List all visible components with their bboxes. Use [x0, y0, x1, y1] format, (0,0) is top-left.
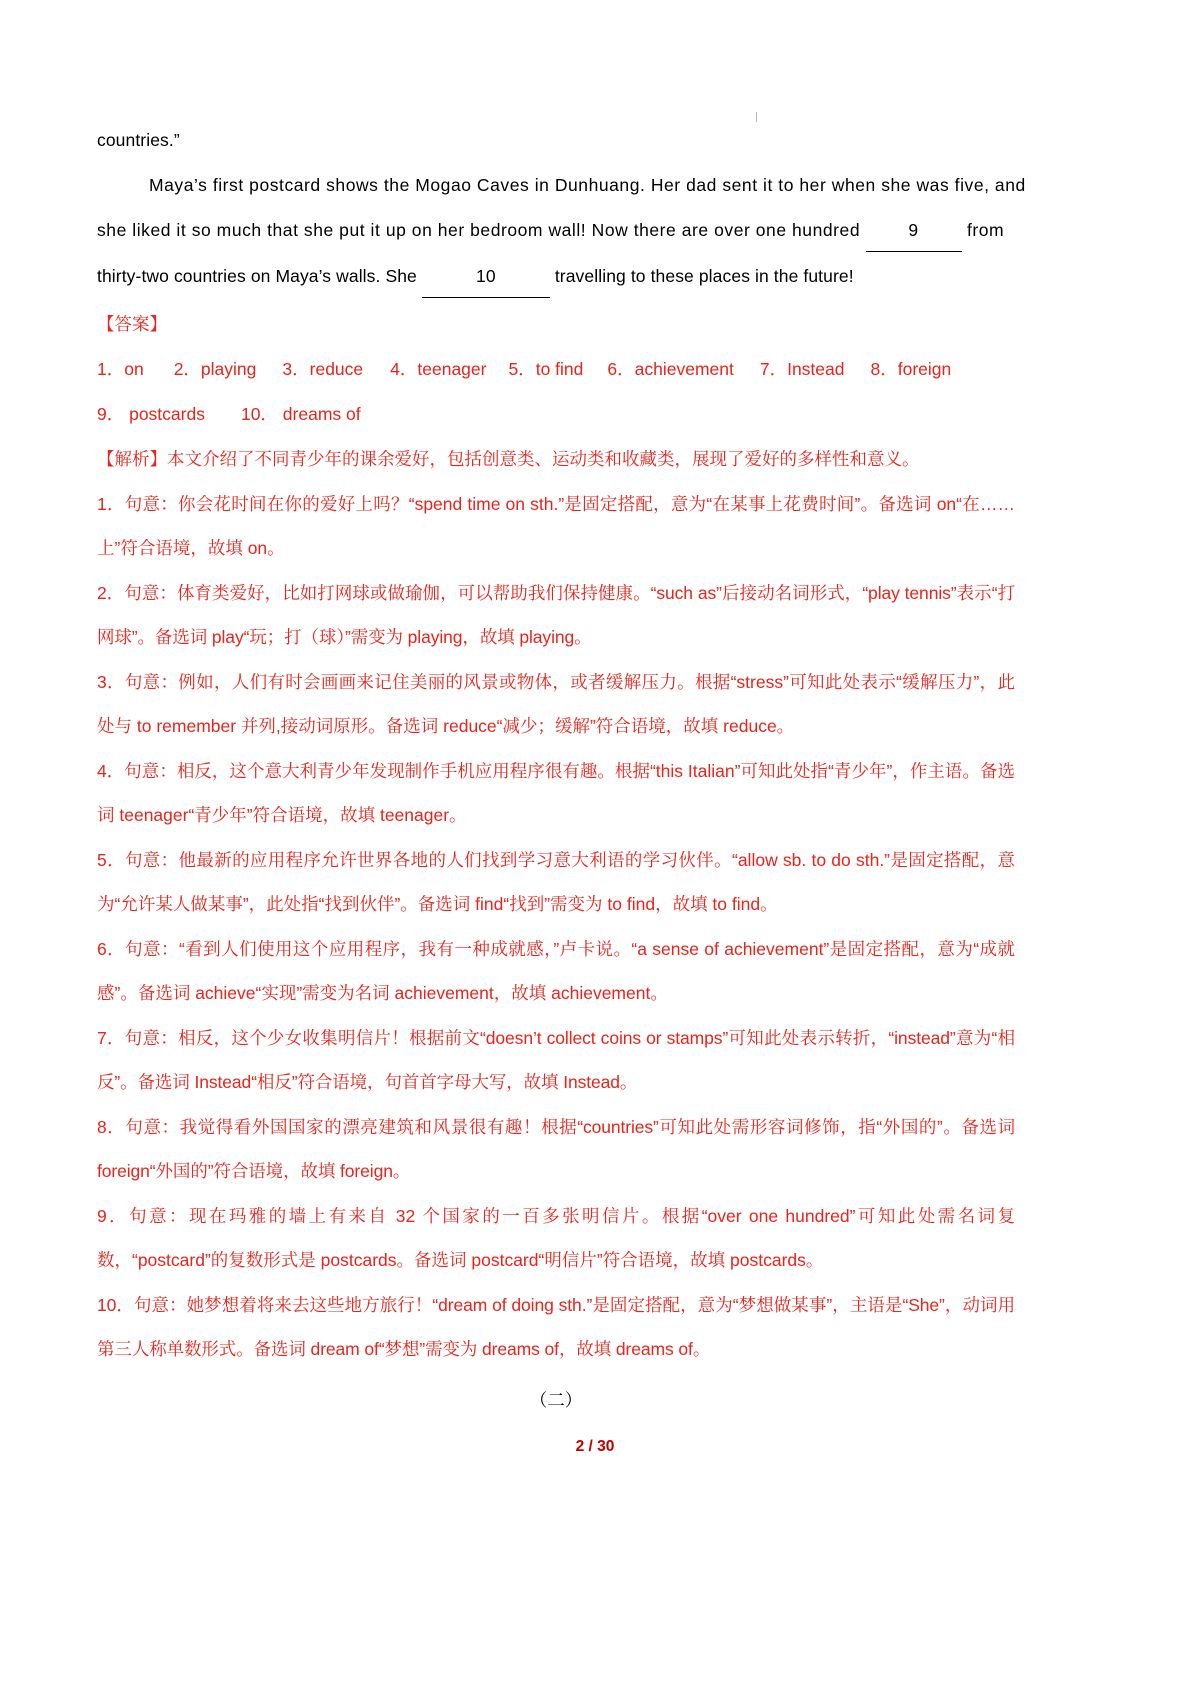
answer-heading: 【答案】 [97, 314, 167, 334]
page-number-current: 2 [575, 1438, 585, 1455]
passage-line-countries [97, 118, 1015, 163]
analysis-item-7: 7．句意：相反，这个少女收集明信片！根据前文“doesn’t collect coins or stamps”可知此处表示转折，“instead”意为“相反”。备选词 Instead“相反”符合语境，句首首字母大写，故填 Instead。 [97, 1027, 1015, 1092]
answer-blank-9[interactable] [866, 206, 962, 252]
answer-item-3: 3．reduce [282, 359, 364, 379]
analysis-summary-text: 本文介绍了不同青少年的课余爱好，包括创意类、运动类和收藏类，展现了爱好的多样性和意义。 [167, 449, 920, 469]
analysis-summary-paragraph [97, 437, 1015, 482]
passage-text-3a: thirty-two countries on Maya’s walls. She [97, 266, 417, 286]
passage-line-1 [97, 163, 1026, 208]
answer-row-2 [97, 392, 1015, 437]
answer-item-10: 10． dreams of [240, 404, 361, 424]
passage-text-countries: countries.” [97, 130, 180, 150]
answer-item-9: 9． postcards [97, 404, 205, 424]
answer-blank-10-value: 10 [476, 266, 496, 286]
answer-item-5: 5．to find [508, 359, 584, 379]
analysis-item-1: 1．句意：你会花时间在你的爱好上吗？“spend time on sth.”是固定搭配，意为“在某事上花费时间”。备选词 on“在……上”符合语境，故填 on。 [97, 493, 1015, 558]
page-number-total: 30 [597, 1438, 615, 1455]
analysis-item-9: 9．句意：现在玛雅的墙上有来自 32 个国家的一百多张明信片。根据“over one hundred”可知此处需名词复数，“postcard”的复数形式是 postcards。备选词 postcard“明信片”符合语境，故填 postcards。 [97, 1205, 1015, 1270]
analysis-item-10: 10．句意：她梦想着将来去这些地方旅行！“dream of doing sth.”是固定搭配，意为“梦想做某事”，主语是“She”，动词用第三人称单数形式。备选词 dream of“梦想”需变为 dreams of，故填 dreams of。 [97, 1294, 1015, 1359]
passage-text-1: Maya’s first postcard shows the Mogao Caves in Dunhuang. Her dad sent it to her when she was five, and [149, 175, 1026, 195]
answer-item-7: 7．Instead [759, 359, 845, 379]
answer-blank-10[interactable] [422, 252, 550, 298]
analysis-item-4: 4．句意：相反，这个意大利青少年发现制作手机应用程序很有趣。根据“this Italian”可知此处指“青少年”，作主语。备选词 teenager“青少年”符合语境，故填 teenager。 [97, 760, 1015, 825]
answer-item-1: 1．on [97, 359, 144, 379]
analysis-item-8: 8．句意：我觉得看外国国家的漂亮建筑和风景很有趣！根据“countries”可知此处需形容词修饰，指“外国的”。备选词 foreign“外国的”符合语境，故填 foreign。 [97, 1116, 1015, 1181]
passage-text-2a: she liked it so much that she put it up on her bedroom wall! Now there are over one hundred [97, 220, 861, 240]
page-footer [0, 1438, 1190, 1456]
page-number-separator: / [584, 1438, 598, 1455]
answer-item-6: 6．achievement [607, 359, 734, 379]
analysis-heading: 【解析】 [97, 449, 167, 469]
answer-item-8: 8．foreign [870, 359, 952, 379]
page-content [97, 118, 1026, 1423]
answer-item-2: 2．playing [173, 359, 257, 379]
answer-row-1 [97, 347, 1015, 392]
passage-text-3b: travelling to these places in the future! [554, 266, 854, 286]
passage-line-3 [97, 254, 1015, 300]
answer-item-4: 4．teenager [390, 359, 487, 379]
analysis-item-2: 2．句意：体育类爱好，比如打网球或做瑜伽，可以帮助我们保持健康。“such as”后接动名词形式，“play tennis”表示“打网球”。备选词 play“玩；打（球）”需变为 playing，故填 playing。 [97, 582, 1015, 647]
passage-line-2 [97, 208, 1015, 254]
analysis-item-5: 5．句意：他最新的应用程序允许世界各地的人们找到学习意大利语的学习伙伴。“allow sb. to do sth.”是固定搭配，意为“允许某人做某事”，此处指“找到伙伴”。备选词 find“找到”需变为 to find，故填 to find。 [97, 849, 1015, 914]
analysis-item-3: 3．句意：例如，人们有时会画画来记住美丽的风景或物体，或者缓解压力。根据“stress”可知此处表示“缓解压力”，此处与 to remember 并列,接动词原形。备选词 reduce“减少；缓解”符合语境，故填 reduce。 [97, 671, 1015, 736]
analysis-item-6: 6．句意：“看到人们使用这个应用程序，我有一种成就感，”卢卡说。“a sense of achievement”是固定搭配，意为“成就感”。备选词 achieve“实现”需变为名词 achievement，故填 achievement。 [97, 938, 1015, 1003]
answer-blank-9-value: 9 [908, 220, 919, 240]
passage-text-2b: from [966, 220, 1005, 240]
next-section-label: （二） [529, 1389, 583, 1410]
